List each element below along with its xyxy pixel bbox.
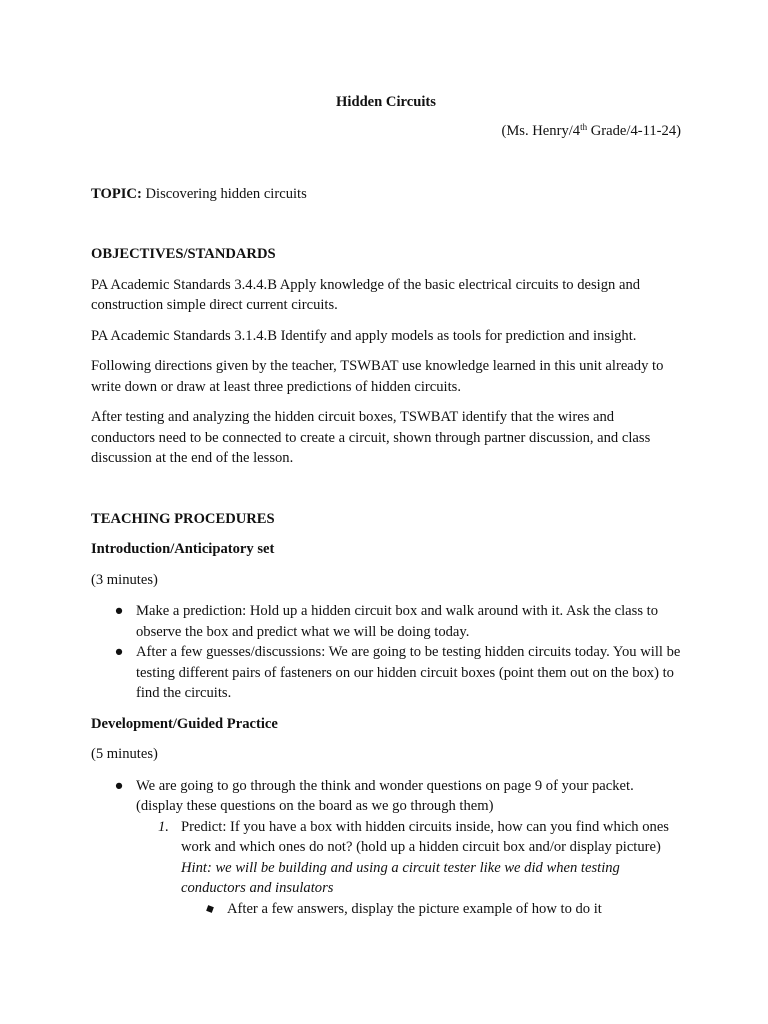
topic-line [91,184,681,205]
bullet-icon: ● [114,644,124,660]
document-title: Hidden Circuits [336,94,436,110]
introduction-minutes: (3 minutes) [91,571,158,588]
item-number: 1. [158,818,169,835]
development-bullet-list [91,776,681,920]
objective-paragraph: PA Academic Standards 3.1.4.B Identify and apply models as tools for prediction and insight. [91,327,637,344]
teaching-procedures-heading: TEACHING PROCEDURES [91,510,275,527]
bullet-icon: ● [114,777,124,794]
sub-list-item [91,899,681,920]
byline-superscript: th [580,122,588,132]
numbered-item [91,817,681,920]
topic-text: Discovering hidden circuits [141,185,307,202]
list-item [91,642,681,704]
byline-prefix: (Ms. Henry/4 [501,123,581,139]
byline-suffix: Grade/4-11-24) [587,123,681,139]
topic-label: TOPIC: [91,185,142,202]
objective-paragraph: After testing and analyzing the hidden circuit boxes, TSWBAT identify that the wires and conductors need to be connected to create a circuit, shown through partner discussion, and class discussion at the end of the lesson. [91,409,651,466]
objective-paragraph: PA Academic Standards 3.4.4.B Apply knowledge of the basic electrical circuits to design and construction simple direct current circuits. [91,276,641,313]
list-item [91,776,681,920]
list-item-text: Make a prediction: Hold up a hidden circuit box and walk around with it. Ask the class to observe the box and predict what we will be doing today. [136,603,659,640]
numbered-item-hint: Hint: we will be building and using a circuit tester like we did when testing conductors and insulators [181,859,620,896]
objective-paragraph: Following directions given by the teacher, TSWBAT use knowledge learned in this unit already to write down or draw at least three predictions of hidden circuits. [91,358,664,395]
bullet-icon: ● [114,603,124,619]
list-item-text: After a few guesses/discussions: We are going to be testing hidden circuits today. You will be testing different pairs of fasteners on our hidden circuit boxes (point them out on the box) to find the circuits. [136,644,681,701]
introduction-bullet-list [91,601,681,704]
objectives-heading: OBJECTIVES/STANDARDS [91,246,276,262]
list-item [91,601,681,642]
numbered-item-text: Predict: If you have a box with hidden circuits inside, how can you find which ones work and which ones do not? (hold up a hidden circuit box and/or display picture) [181,818,669,855]
introduction-heading: Introduction/Anticipatory set [91,541,275,557]
byline [91,121,681,142]
document-body [91,92,681,919]
square-bullet-icon [206,905,214,913]
list-item-text: We are going to go through the think and wonder questions on page 9 of your packet. (display these questions on the board as we go through them) [136,777,634,814]
numbered-list [136,817,681,920]
sub-bullet-list [181,899,681,920]
development-heading: Development/Guided Practice [91,715,278,732]
development-minutes: (5 minutes) [91,746,158,762]
sub-list-item-text: After a few answers, display the picture example of how to do it [227,900,602,917]
